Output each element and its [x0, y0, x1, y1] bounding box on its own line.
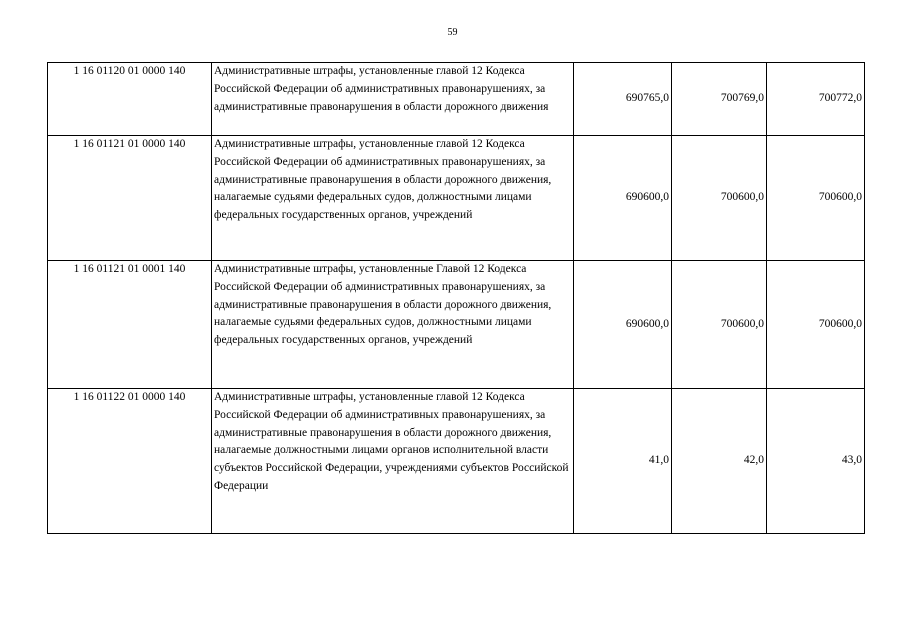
revenue-code-cell: 1 16 01121 01 0001 140	[48, 261, 212, 389]
revenue-description-cell: Административные штрафы, установленные главой 12 Кодекса Российской Федерации об административных правонарушениях, за административные правонарушения в области дорожного движения	[212, 63, 574, 136]
page-number: 59	[447, 27, 458, 38]
revenue-description-cell: Административные штрафы, установленные Главой 12 Кодекса Российской Федерации об административных правонарушениях, за административные правонарушения в области дорожного движения, налагаемые судьями федеральных судов, должностными лицами федеральных государственных органов, учреждений	[212, 261, 574, 389]
revenue-description-cell: Административные штрафы, установленные главой 12 Кодекса Российской Федерации об административных правонарушениях, за административные правонарушения в области дорожного движения, налагаемые должностными лицами органов исполнительной власти субъектов Российской Федерации, учреждениями субъектов Российской Федерации	[212, 389, 574, 534]
value-year-2-cell: 700769,0	[672, 63, 767, 136]
value-year-3-cell: 700600,0	[767, 261, 865, 389]
revenue-description-cell: Административные штрафы, установленные главой 12 Кодекса Российской Федерации об административных правонарушениях, за административные правонарушения в области дорожного движения, налагаемые судьями федеральных судов, должностными лицами федеральных государственных органов, учреждений	[212, 136, 574, 261]
value-year-1-cell: 690600,0	[574, 136, 672, 261]
value-year-3-cell: 700772,0	[767, 63, 865, 136]
value-year-3-cell: 700600,0	[767, 136, 865, 261]
revenue-code-cell: 1 16 01120 01 0000 140	[48, 63, 212, 136]
table-row	[48, 389, 865, 534]
value-year-1-cell: 690600,0	[574, 261, 672, 389]
value-year-2-cell: 42,0	[672, 389, 767, 534]
value-year-1-cell: 41,0	[574, 389, 672, 534]
table-row	[48, 136, 865, 261]
value-year-1-cell: 690765,0	[574, 63, 672, 136]
value-year-2-cell: 700600,0	[672, 261, 767, 389]
revenue-code-cell: 1 16 01121 01 0000 140	[48, 136, 212, 261]
table-row	[48, 63, 865, 136]
table-row	[48, 261, 865, 389]
revenue-code-cell: 1 16 01122 01 0000 140	[48, 389, 212, 534]
value-year-2-cell: 700600,0	[672, 136, 767, 261]
budget-table	[47, 62, 865, 534]
value-year-3-cell: 43,0	[767, 389, 865, 534]
